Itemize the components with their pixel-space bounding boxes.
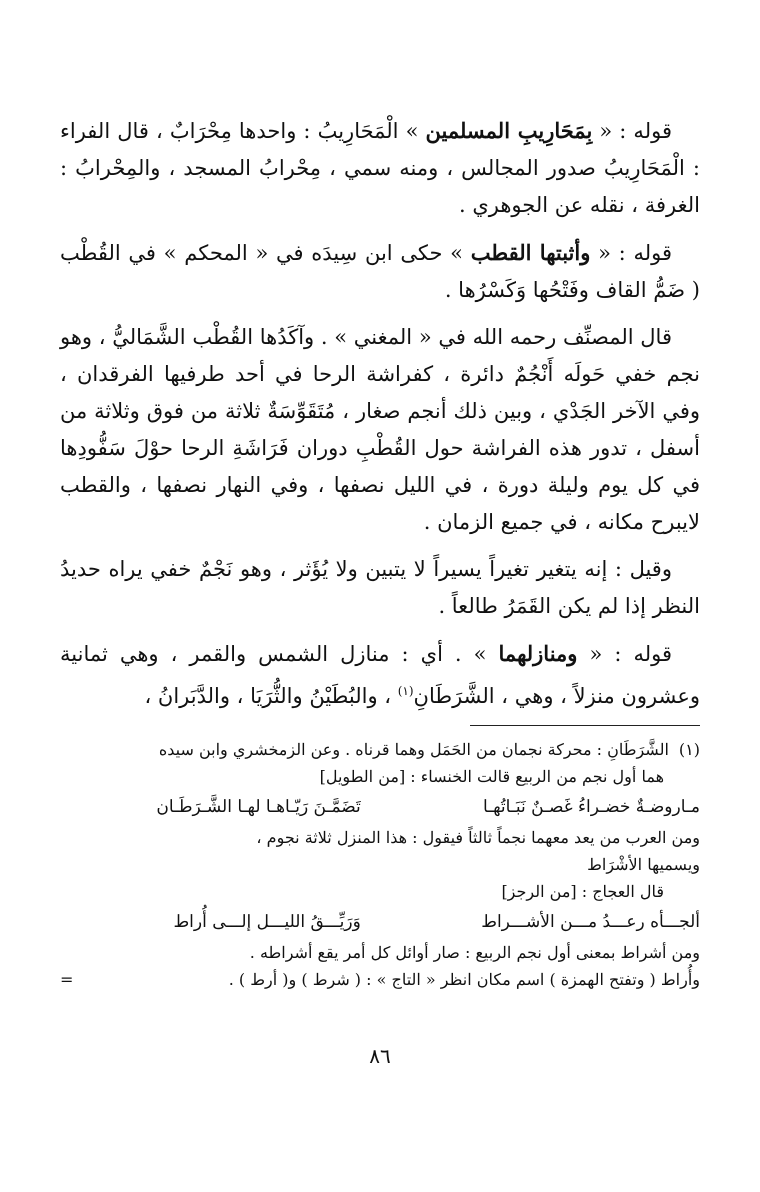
- text: » الْمَحَارِيبُ : واحدها مِحْرَابٌ ، قال الفراء : الْمَحَارِيبُ صدور المجالس ، ومنه سمي ، مِحْرابُ المسجد ، والمِحْرابُ : الغرفة ، نقله عن الجوهري .: [60, 119, 700, 217]
- footnote-marker[interactable]: (١): [397, 684, 414, 698]
- continuation-mark: =: [60, 970, 74, 989]
- verse-hemistich: ألجـــأه رعـــدُ مـــن الأشـــراط: [481, 912, 700, 932]
- verse-hemistich: تَضَمَّـنَ رَيّـاهـا لهـا الشَّـرَطَـان: [156, 797, 361, 817]
- footnote-number: (١): [678, 740, 700, 759]
- highlighted-term: ومنازلهما: [498, 641, 578, 666]
- text: قوله : «: [577, 642, 672, 666]
- paragraph-1: [60, 112, 700, 224]
- footnote-line: ومن أشراط بمعنى أول نجم الربيع : صار أوائل كل أمر يقع أشراطه .: [249, 943, 700, 962]
- text: » . أي : منازل الشمس والقمر ، وهي ثمانية وعشرون منزلاً ، وهي ، الشَّرَطَانِ: [60, 642, 700, 708]
- footnote-1: [60, 736, 700, 763]
- footnote-line: الشَّرَطَانِ : محركة نجمان من الحَمَل وهما قرناه . وعن الزمخشري وابن سيده: [158, 740, 669, 759]
- main-text: [60, 112, 700, 715]
- paragraph-4: وقيل : إنه يتغير تغيراً يسيراً لا يتبين ولا يُؤَثر ، وهو نَجْمٌ خفي يراه حديدُ النظر إذا لم يكن القَمَرُ طالعاً .: [60, 557, 700, 618]
- footnote-separator: [470, 725, 700, 726]
- footnote-last-line: [60, 966, 700, 993]
- verse-hemistich: وَرَيِّـــقُ الليـــل إلـــى أُراط: [173, 912, 361, 932]
- paragraph-2: [60, 234, 700, 309]
- verse-2: [60, 907, 700, 937]
- text: » حكى ابن سِيدَه في « المحكم » في القُطْب ( ضَمُّ القاف وفَتْحُها وَكَسْرُها .: [60, 241, 700, 302]
- footnote-line: هما أول نجم من الربيع قالت الخنساء : [من الطويل]: [319, 767, 664, 786]
- highlighted-term: وأثبتها القطب: [470, 240, 591, 265]
- footnotes: [60, 736, 700, 993]
- verse-hemistich: مـاروضـةٌ خضـراءُ غَصـنٌ نَبَـاتُهـا: [482, 797, 700, 817]
- paragraph-5: [60, 635, 700, 715]
- footnote-line: وأُراط ( وتفتح الهمزة ) اسم مكان انظر « التاج » : ( شرط ) و( أرط ) .: [228, 970, 700, 989]
- text: قوله : «: [592, 119, 672, 143]
- verse-1: [60, 792, 700, 822]
- page: [60, 112, 700, 993]
- text: قوله : «: [590, 241, 672, 265]
- highlighted-term: بِمَحَارِيبِ المسلمين: [425, 118, 593, 143]
- footnote-line: قال العجاج : [من الرجز]: [501, 882, 664, 901]
- text: ، والبُطَيْنُ والثُّرَيَا ، والدَّبَرانُ ،: [144, 684, 398, 708]
- footnote-line: ومن العرب من يعد معهما نجماً ثالثاً فيقول : هذا المنزل ثلاثة نجوم ،: [256, 828, 700, 847]
- paragraph-3: قال المصنِّف رحمه الله في « المغني » . وآكَدُها القُطْب الشَّمَاليُّ ، وهو نجم خفي حَولَه أَنْجُمٌ دائرة ، كفراشة الرحا في أحد طرفيها الفرقدان ، وفي الآخر الجَدْي ، وبين ذلك أنجم صغار ، مُتَقَوِّسَةٌ ثلاثة من فوق وثلاثة من أسفل ، تدور هذه الفراشة حول القُطْبِ دوران فَرَاشَةِ الرحا حوْلَ سَفُّودِها في كل يوم وليلة دورة ، في الليل نصفها ، وفي النهار نصفها ، والقطب لايبرح مكانه ، في جميع الزمان .: [60, 325, 700, 534]
- page-number: ٨٦: [369, 1044, 391, 1068]
- footnote-line: ويسميها الأشْرَاط: [587, 855, 700, 874]
